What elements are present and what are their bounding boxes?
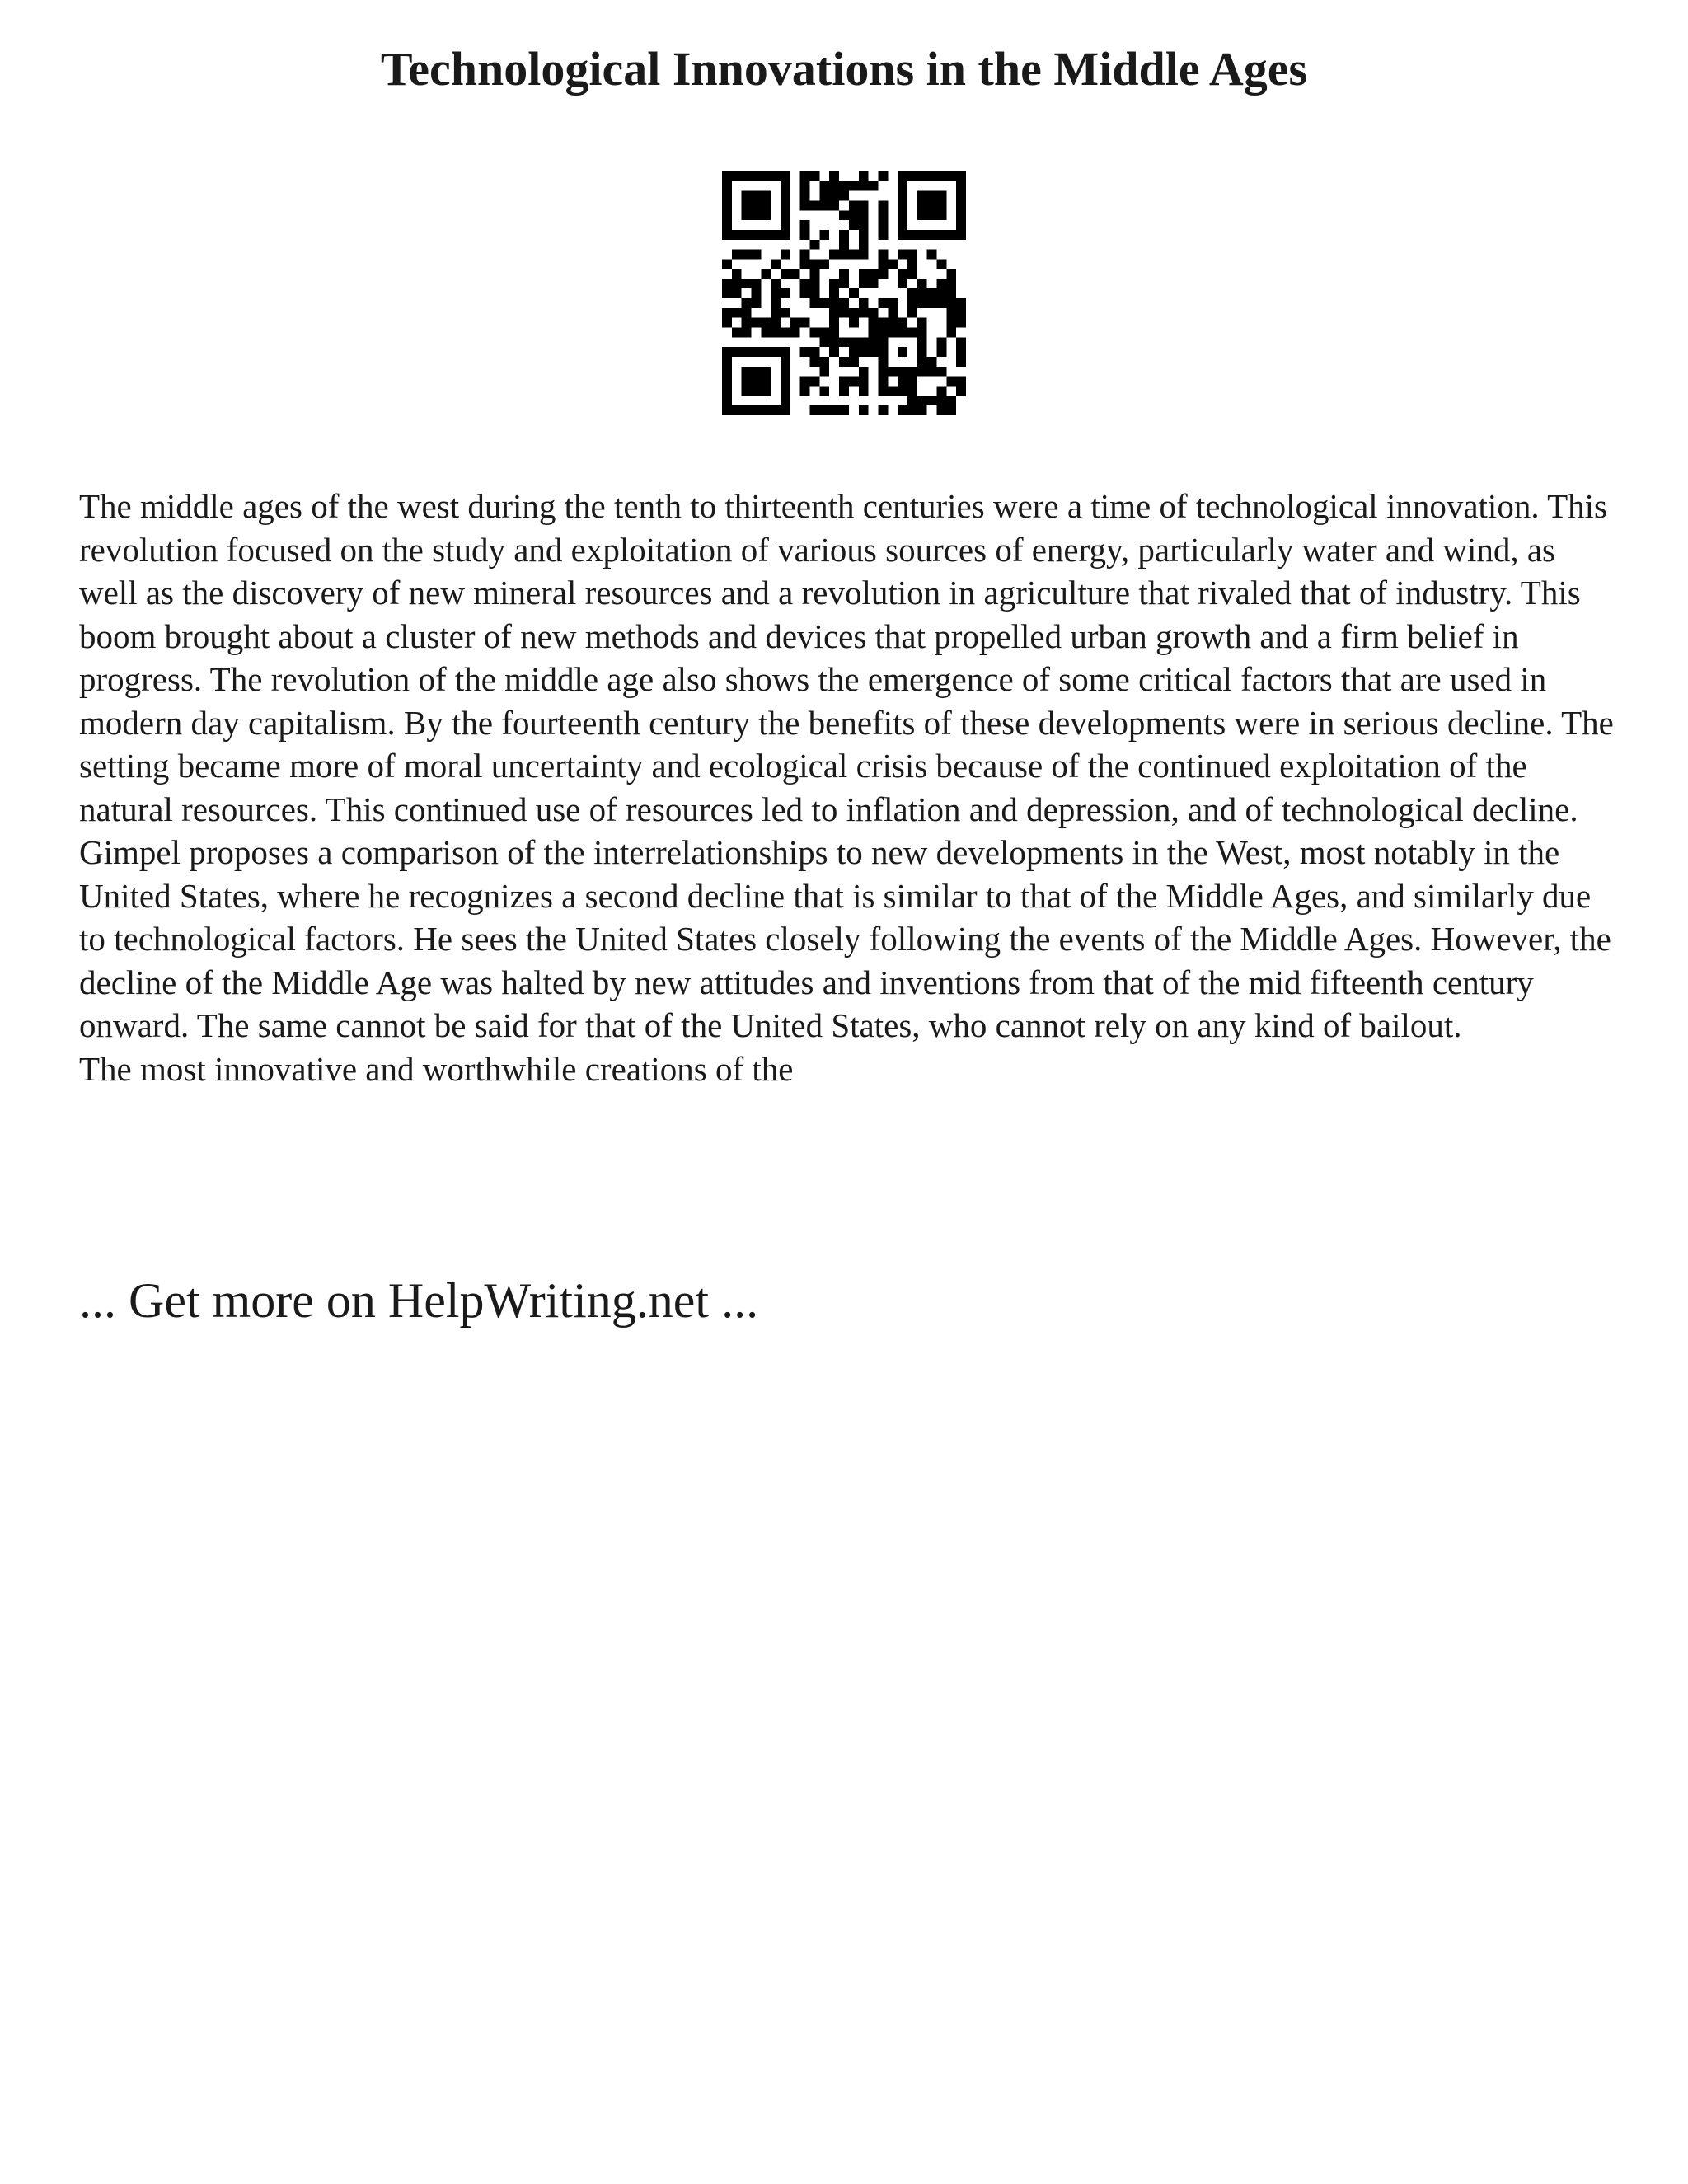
qr-code-icon [722,171,966,415]
page-title: Technological Innovations in the Middle Ages [380,42,1308,96]
paragraph-2: Gimpel proposes a comparison of the interrelationships to new developments in the West, most notably in the United States, where he recognizes a second decline that is similar to that of the Middle Ages, and similarly due to technological factors. He sees the United States closely following the events of the Middle Ages. However, the decline of the Middle Age was halted by new attitudes and inventions from that of the mid fifteenth century onward. The same cannot be said for that of the United States, who cannot rely on any kind of bailout. [79,833,1611,1044]
paragraph-1: The middle ages of the west during the tenth to thirteenth centuries were a time of technological innovation. This revolution focused on the study and exploitation of various sources of energy, particularly water and wind, as well as the discovery of new mineral resources and a revolution in agriculture that rivaled that of industry. This boom brought about a cluster of new methods and devices that propelled urban growth and a firm belief in progress. The revolution of the middle age also shows the emergence of some critical factors that are used in modern day capitalism. By the fourteenth century the benefits of these developments were in serious decline. The setting became more of moral uncertainty and ecological crisis because of the continued exploitation of the natural resources. This continued use of resources led to inflation and depression, and of technological decline. [79,487,1614,828]
paragraph-3: The most innovative and worthwhile creations of the [79,1049,794,1088]
article-body [79,485,1620,1090]
get-more-link[interactable]: ... Get more on HelpWriting.net ... [79,1273,759,1328]
